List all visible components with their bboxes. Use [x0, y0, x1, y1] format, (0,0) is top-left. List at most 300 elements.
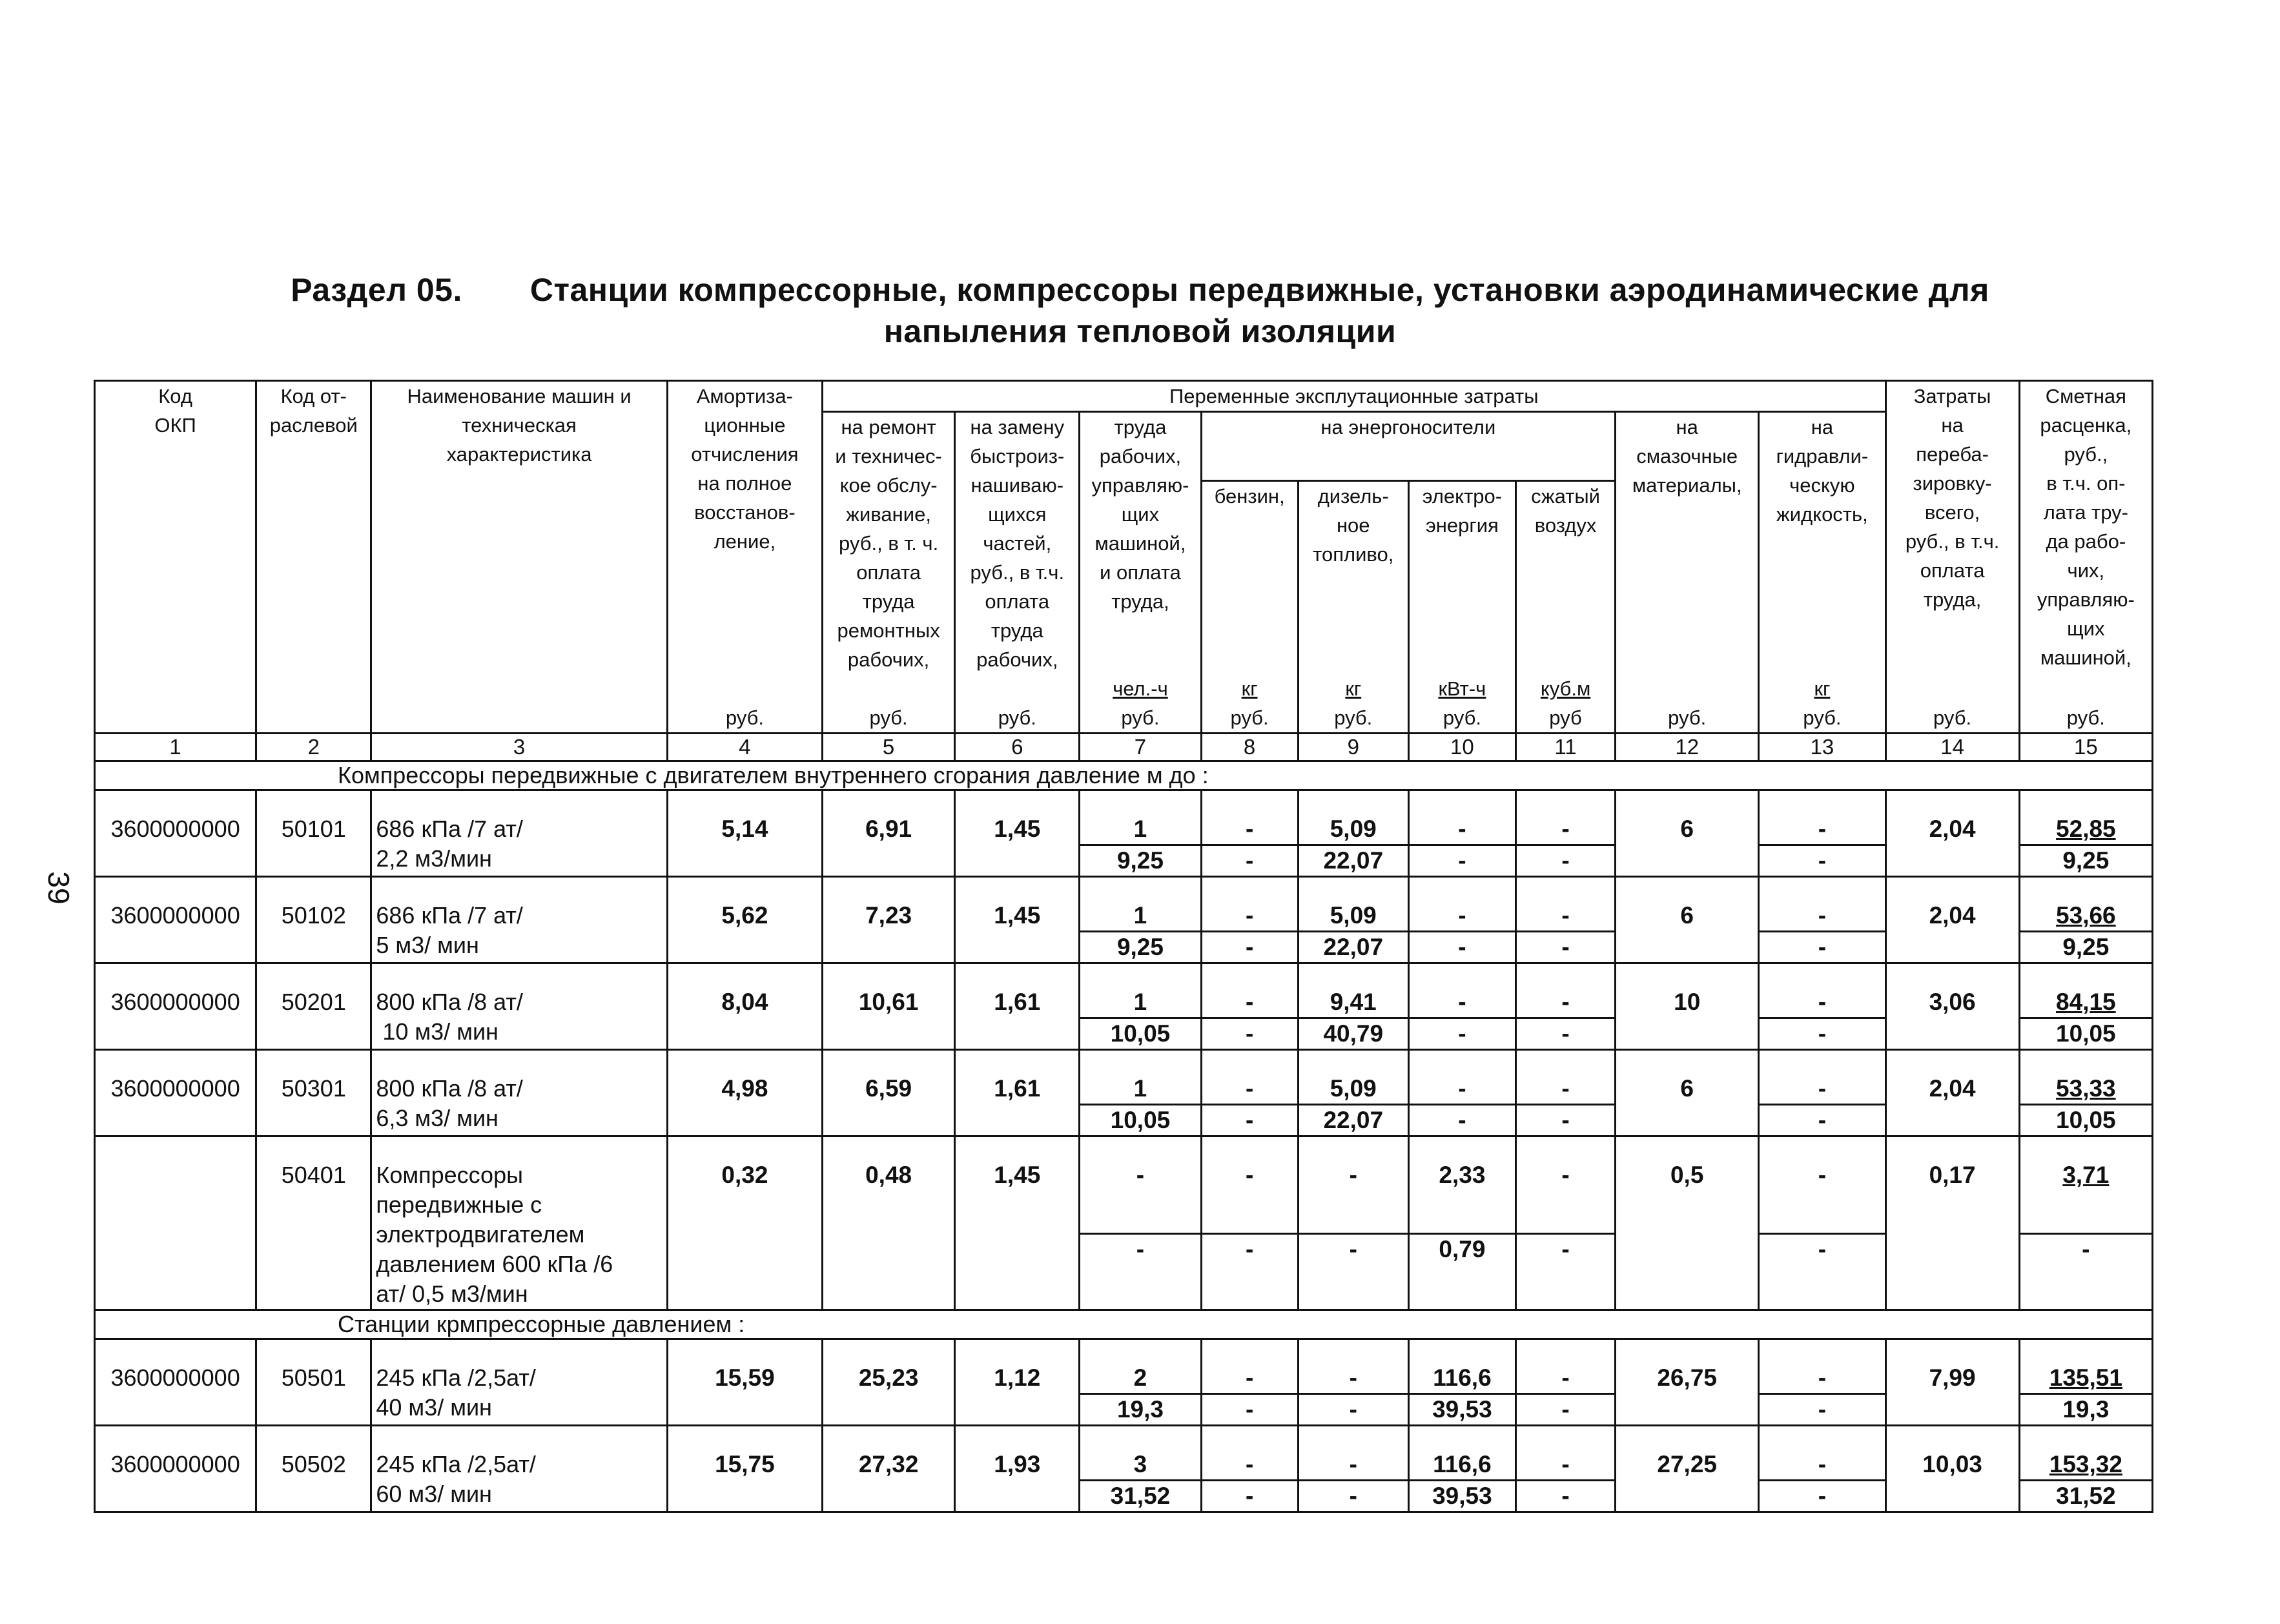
section-heading-mobile-compressors: Компрессоры передвижные с двигателем внутреннего сгорания давление м до :: [95, 761, 2153, 790]
machine-name: [371, 987, 667, 1050]
branch-code: 50401: [256, 1160, 371, 1310]
spacer-cell: [823, 1050, 955, 1074]
header-depreciation: [667, 381, 822, 675]
spacer-cell: [1759, 1050, 1885, 1074]
spacer-cell: [1885, 1050, 2019, 1074]
spacer-cell: [1080, 877, 1201, 901]
spacer-cell: [256, 877, 371, 901]
header-line: электро-: [1422, 484, 1503, 508]
row-spacer: [95, 963, 2153, 988]
header-line: расценка,: [2040, 414, 2132, 437]
value-c10-top: -: [1408, 901, 1515, 932]
unit-c7-top: чел.-ч: [1113, 677, 1168, 700]
header-line: ционные: [704, 414, 786, 437]
spacer-cell: [2019, 790, 2152, 815]
header-line: на ремонт: [841, 416, 936, 438]
column-number: 1: [95, 734, 256, 761]
header-line: ческую: [1789, 474, 1855, 497]
table-row: [95, 901, 2153, 932]
header-line: ОКП: [154, 414, 196, 437]
header-line: Наименование машин и: [407, 385, 632, 407]
spacer-cell: [1408, 1050, 1515, 1074]
header-line: переба-: [1916, 443, 1989, 466]
machine-name: [371, 901, 667, 963]
value-c9-top: -: [1298, 1363, 1408, 1394]
spacer-cell: [2019, 877, 2152, 901]
unit-c3: [371, 674, 667, 734]
spacer-cell: [1616, 877, 1759, 901]
header-line: чих,: [2067, 559, 2105, 582]
table-body-stations: [95, 1310, 2153, 1512]
header-line: на: [1941, 414, 1964, 437]
machine-name-line: 40 м3/ мин: [376, 1394, 492, 1421]
row-spacer: [95, 1339, 2153, 1364]
value-c8-top: -: [1201, 1363, 1298, 1394]
value-c15-bottom: 9,25: [2019, 932, 2152, 963]
header-repair: [823, 412, 955, 675]
spacer-cell: [667, 790, 822, 815]
spacer-cell: [1080, 1050, 1201, 1074]
spacer-cell: [1759, 963, 1885, 988]
value-c7-bottom: 31,52: [1080, 1481, 1201, 1512]
column-number: 9: [1298, 734, 1408, 761]
spacer-cell: [1298, 963, 1408, 988]
header-line: смазочные: [1636, 445, 1738, 468]
value-c8-top: -: [1201, 1074, 1298, 1105]
spacer-cell: [1408, 877, 1515, 901]
machine-name-line: передвижные с: [376, 1191, 542, 1218]
value-c7-bottom: 9,25: [1080, 845, 1201, 877]
unit-c7: [1080, 674, 1201, 734]
unit-c9-bottom: руб.: [1334, 706, 1373, 729]
spacer-cell: [371, 1339, 667, 1364]
header-line: на: [1676, 416, 1698, 438]
column-number: 3: [371, 734, 667, 761]
spacer-cell: [823, 1426, 955, 1450]
spacer-cell: [1201, 877, 1298, 901]
header-line: да рабо-: [2046, 530, 2126, 553]
value-c15-top: 84,15: [2019, 987, 2152, 1018]
header-electricity: [1408, 480, 1515, 674]
machine-name-line: давлением 600 кПа /6: [376, 1251, 613, 1277]
spacer-cell: [1616, 1136, 1759, 1161]
column-number: 10: [1408, 734, 1515, 761]
spacer-cell: [1298, 790, 1408, 815]
value-c6: 1,45: [955, 814, 1080, 877]
spacer-cell: [2019, 1136, 2152, 1161]
spacer-cell: [1616, 1426, 1759, 1450]
header-line: оплата: [856, 561, 921, 584]
okp-code: 3600000000: [95, 901, 256, 963]
value-c8-bottom: -: [1201, 1105, 1298, 1136]
spacer-cell: [371, 1136, 667, 1161]
header-line: Затраты: [1913, 385, 1991, 407]
header-line: щих: [2067, 617, 2105, 640]
spacer-cell: [955, 1339, 1080, 1364]
value-c15-bottom: 10,05: [2019, 1105, 2152, 1136]
unit-c8-bottom: руб.: [1230, 706, 1269, 729]
column-number-row: [95, 734, 2153, 761]
header-line: труда: [862, 590, 915, 613]
value-c6: 1,12: [955, 1363, 1080, 1426]
unit-c10: [1408, 674, 1515, 734]
value-c5: 6,59: [823, 1074, 955, 1136]
header-line: восстанов-: [694, 501, 796, 524]
spacer-cell: [667, 1426, 822, 1450]
header-line: Амортиза-: [696, 385, 793, 407]
header-line: щих: [1121, 503, 1160, 526]
header-line: руб.,: [2064, 443, 2108, 466]
column-number: 11: [1515, 734, 1615, 761]
value-c15-bottom: 10,05: [2019, 1018, 2152, 1050]
value-c6: 1,61: [955, 1074, 1080, 1136]
spacer-cell: [1616, 963, 1759, 988]
spacer-cell: [823, 1136, 955, 1161]
header-line: управляю-: [1091, 474, 1189, 497]
section-heading-compressor-stations: Станции крмпрессорные давлением :: [95, 1310, 2153, 1339]
value-c7-bottom: 9,25: [1080, 932, 1201, 963]
value-c10-bottom: -: [1408, 1105, 1515, 1136]
header-line: Код от-: [280, 385, 347, 407]
branch-code: 50301: [256, 1074, 371, 1136]
spacer-cell: [95, 1339, 256, 1364]
spacer-cell: [1885, 1426, 2019, 1450]
spacer-cell: [2019, 1050, 2152, 1074]
spacer-cell: [1759, 790, 1885, 815]
spacer-cell: [823, 963, 955, 988]
value-c11-bottom: -: [1515, 1394, 1615, 1426]
spacer-cell: [1298, 1136, 1408, 1161]
value-c15-top: 53,33: [2019, 1074, 2152, 1105]
header-line: оплата: [985, 590, 1050, 613]
value-c4: 4,98: [667, 1074, 822, 1136]
header-line: на замену: [970, 416, 1065, 438]
spacer-cell: [371, 963, 667, 988]
header-line: труда: [991, 619, 1043, 642]
spacer-cell: [1515, 1136, 1615, 1161]
value-c15-top: 53,66: [2019, 901, 2152, 932]
spacer-cell: [1408, 790, 1515, 815]
value-c7-top: 3: [1080, 1450, 1201, 1481]
spacer-cell: [371, 1426, 667, 1450]
value-c9-bottom: 22,07: [1298, 932, 1408, 963]
value-c13-bottom: -: [1759, 1105, 1885, 1136]
table-header: [95, 381, 2153, 761]
header-line: машиной,: [2040, 646, 2131, 669]
unit-c6: руб.: [955, 674, 1080, 734]
value-c8-top: -: [1201, 901, 1298, 932]
value-c13-top: -: [1759, 1160, 1885, 1234]
unit-c5: руб.: [823, 674, 955, 734]
spacer-cell: [1616, 790, 1759, 815]
spacer-cell: [667, 1339, 822, 1364]
value-c7-bottom: 10,05: [1080, 1105, 1201, 1136]
value-c15-top: 135,51: [2019, 1363, 2152, 1394]
value-c11-top: -: [1515, 1450, 1615, 1481]
value-c11-bottom: -: [1515, 932, 1615, 963]
column-number: 7: [1080, 734, 1201, 761]
value-c10-bottom: -: [1408, 845, 1515, 877]
value-c8-top: -: [1201, 1450, 1298, 1481]
spacer-cell: [1080, 1339, 1201, 1364]
row-spacer: [95, 790, 2153, 815]
spacer-cell: [823, 790, 955, 815]
branch-code: 50201: [256, 987, 371, 1050]
unit-c13-bottom: руб.: [1803, 706, 1842, 729]
machine-name: [371, 814, 667, 877]
header-line: ремонтных: [837, 619, 940, 642]
section-title-line1: Станции компрессорные, компрессоры передвижные, установки аэродинамические для: [529, 272, 1989, 308]
column-number: 13: [1759, 734, 1885, 761]
value-c5: 27,32: [823, 1450, 955, 1512]
header-branch-code: [256, 381, 371, 675]
value-c9-top: 5,09: [1298, 814, 1408, 845]
value-c14: 10,03: [1885, 1450, 2019, 1512]
value-c15-top: 153,32: [2019, 1450, 2152, 1481]
value-c7-bottom: 10,05: [1080, 1018, 1201, 1050]
value-c10-bottom: 39,53: [1408, 1481, 1515, 1512]
value-c15-bottom: 31,52: [2019, 1481, 2152, 1512]
header-line: кое обслу-: [839, 474, 938, 497]
spacer-cell: [1759, 877, 1885, 901]
spacer-cell: [1080, 1136, 1201, 1161]
spacer-cell: [667, 1050, 822, 1074]
spacer-cell: [1759, 1339, 1885, 1364]
spacer-cell: [95, 1050, 256, 1074]
spacer-cell: [1298, 1426, 1408, 1450]
table-row: [95, 1160, 2153, 1234]
machine-name-line: 800 кПа /8 ат/: [376, 1075, 523, 1102]
table-body: [95, 761, 2153, 1310]
column-number: 6: [955, 734, 1080, 761]
value-c13-bottom: -: [1759, 845, 1885, 877]
value-c5: 10,61: [823, 987, 955, 1050]
spacer-cell: [1080, 1426, 1201, 1450]
column-number: 5: [823, 734, 955, 761]
value-c10-bottom: 39,53: [1408, 1394, 1515, 1426]
value-c6: 1,45: [955, 901, 1080, 963]
okp-code: 3600000000: [95, 1363, 256, 1426]
value-c11-top: -: [1515, 814, 1615, 845]
spacer-cell: [1080, 963, 1201, 988]
header-line: бензин,: [1214, 484, 1285, 508]
spacer-cell: [95, 963, 256, 988]
unit-c11: [1515, 674, 1615, 734]
header-line: жидкость,: [1776, 503, 1868, 526]
okp-code: [95, 1160, 256, 1310]
spacer-cell: [256, 1339, 371, 1364]
spacer-cell: [1515, 1050, 1615, 1074]
header-line: и техничес-: [835, 445, 942, 468]
value-c7-top: 2: [1080, 1363, 1201, 1394]
header-diesel: [1298, 480, 1408, 674]
row-spacer: [95, 877, 2153, 901]
value-c12: 26,75: [1616, 1363, 1759, 1426]
value-c12: 10: [1616, 987, 1759, 1050]
spacer-cell: [1616, 1050, 1759, 1074]
spacer-cell: [955, 790, 1080, 815]
spacer-cell: [1515, 963, 1615, 988]
header-line: рабочих,: [1099, 445, 1182, 468]
header-labor: [1080, 412, 1201, 675]
table-row: [95, 987, 2153, 1018]
spacer-cell: [95, 1136, 256, 1161]
spacer-cell: [256, 1050, 371, 1074]
header-line: всего,: [1924, 501, 1980, 524]
header-line: рабочих,: [976, 648, 1058, 671]
value-c6: 1,93: [955, 1450, 1080, 1512]
value-c9-top: -: [1298, 1160, 1408, 1234]
machine-name-line: 10 м3/ мин: [376, 1018, 498, 1045]
unit-c1: [95, 674, 256, 734]
value-c13-bottom: -: [1759, 1018, 1885, 1050]
header-line: машиной,: [1094, 532, 1186, 555]
page-number: 39: [42, 871, 76, 905]
header-line: дизель-: [1317, 484, 1389, 508]
spacer-cell: [256, 1426, 371, 1450]
spacer-cell: [667, 963, 822, 988]
value-c12: 6: [1616, 901, 1759, 963]
spacer-cell: [1616, 1339, 1759, 1364]
spacer-cell: [1201, 1339, 1298, 1364]
value-c5: 7,23: [823, 901, 955, 963]
machine-name-line: Компрессоры: [376, 1162, 523, 1188]
value-c13-bottom: -: [1759, 932, 1885, 963]
spacer-cell: [2019, 963, 2152, 988]
value-c4: 5,62: [667, 901, 822, 963]
value-c8-bottom: -: [1201, 845, 1298, 877]
value-c9-top: 5,09: [1298, 901, 1408, 932]
value-c11-top: -: [1515, 987, 1615, 1018]
unit-c14: руб.: [1885, 674, 2019, 734]
value-c4: 15,75: [667, 1450, 822, 1512]
spacer-cell: [1408, 963, 1515, 988]
spacer-cell: [955, 877, 1080, 901]
spacer-cell: [1885, 963, 2019, 988]
machine-name-line: 5 м3/ мин: [376, 932, 479, 958]
value-c11-top: -: [1515, 901, 1615, 932]
spacer-cell: [95, 790, 256, 815]
value-c7-top: 1: [1080, 1074, 1201, 1105]
header-line: Код: [158, 385, 192, 407]
header-line: ное: [1336, 513, 1370, 537]
header-petrol: [1201, 480, 1298, 674]
spacer-cell: [1885, 1339, 2019, 1364]
unit-c11-bottom: руб: [1549, 706, 1582, 729]
spacer-cell: [955, 963, 1080, 988]
spacer-cell: [955, 1136, 1080, 1161]
spacer-cell: [1885, 1136, 2019, 1161]
value-c14: 2,04: [1885, 901, 2019, 963]
spacer-cell: [1201, 1426, 1298, 1450]
header-estimated-rate: [2019, 381, 2152, 675]
value-c5: 25,23: [823, 1363, 955, 1426]
machine-name-line: 2,2 м3/мин: [376, 845, 492, 872]
value-c6: 1,45: [955, 1160, 1080, 1310]
spacer-cell: [1298, 1050, 1408, 1074]
value-c13-top: -: [1759, 814, 1885, 845]
header-lubricants: [1616, 412, 1759, 675]
header-line: техническая: [462, 414, 577, 437]
header-variable-costs: Переменные эксплутационные затраты: [823, 381, 1885, 412]
unit-c10-bottom: руб.: [1443, 706, 1481, 729]
unit-c9-top: кг: [1345, 677, 1362, 700]
value-c4: 15,59: [667, 1363, 822, 1426]
value-c15-top: 3,71: [2019, 1160, 2152, 1234]
spacer-cell: [371, 877, 667, 901]
column-number: 2: [256, 734, 371, 761]
branch-code: 50102: [256, 901, 371, 963]
value-c15-bottom: 19,3: [2019, 1394, 2152, 1426]
header-air: [1515, 480, 1615, 674]
value-c14: 7,99: [1885, 1363, 2019, 1426]
machine-name-line: 6,3 м3/ мин: [376, 1105, 498, 1131]
spacer-cell: [1759, 1136, 1885, 1161]
value-c9-bottom: -: [1298, 1234, 1408, 1310]
value-c13-top: -: [1759, 987, 1885, 1018]
value-c9-top: 9,41: [1298, 987, 1408, 1018]
value-c11-top: -: [1515, 1363, 1615, 1394]
unit-c8: [1201, 674, 1298, 734]
table-row: [95, 814, 2153, 845]
branch-code: 50502: [256, 1450, 371, 1512]
value-c8-top: -: [1201, 814, 1298, 845]
header-line: оплата: [1920, 559, 1985, 582]
spacer-cell: [1515, 1426, 1615, 1450]
machine-name-line: 245 кПа /2,5ат/: [376, 1364, 536, 1391]
spacer-cell: [955, 1426, 1080, 1450]
header-line: воздух: [1534, 513, 1597, 537]
okp-code: 3600000000: [95, 1074, 256, 1136]
spacer-cell: [1759, 1426, 1885, 1450]
machine-name-line: электродвигателем: [376, 1221, 585, 1248]
machine-name-line: 60 м3/ мин: [376, 1481, 492, 1507]
value-c4: 8,04: [667, 987, 822, 1050]
value-c6: 1,61: [955, 987, 1080, 1050]
header-line: ление,: [714, 530, 776, 553]
value-c9-top: -: [1298, 1450, 1408, 1481]
header-line: отчисления: [691, 443, 799, 466]
value-c13-bottom: -: [1759, 1234, 1885, 1310]
unit-c11-top: куб.м: [1540, 677, 1591, 700]
machine-name: [371, 1450, 667, 1512]
column-number: 8: [1201, 734, 1298, 761]
header-hydraulic: [1759, 412, 1885, 675]
header-line: труда,: [1923, 588, 1982, 611]
value-c13-top: -: [1759, 1363, 1885, 1394]
value-c5: 6,91: [823, 814, 955, 877]
value-c9-top: 5,09: [1298, 1074, 1408, 1105]
spacer-cell: [256, 790, 371, 815]
machine-name-line: 245 кПа /2,5ат/: [376, 1451, 536, 1477]
machine-name-line: 686 кПа /7 ат/: [376, 816, 523, 842]
value-c9-bottom: 22,07: [1298, 845, 1408, 877]
spacer-cell: [1515, 1339, 1615, 1364]
header-line: руб., в т.ч.: [1905, 530, 2000, 553]
value-c11-bottom: -: [1515, 1018, 1615, 1050]
spacer-cell: [256, 963, 371, 988]
unit-c10-top: кВт-ч: [1438, 677, 1486, 700]
value-c13-bottom: -: [1759, 1394, 1885, 1426]
value-c13-bottom: -: [1759, 1481, 1885, 1512]
header-line: на: [1811, 416, 1834, 438]
spacer-cell: [95, 877, 256, 901]
value-c10-top: 2,33: [1408, 1160, 1515, 1234]
row-spacer: [95, 1136, 2153, 1161]
value-c9-bottom: -: [1298, 1481, 1408, 1512]
value-c7-bottom: 19,3: [1080, 1394, 1201, 1426]
header-parts: [955, 412, 1080, 675]
